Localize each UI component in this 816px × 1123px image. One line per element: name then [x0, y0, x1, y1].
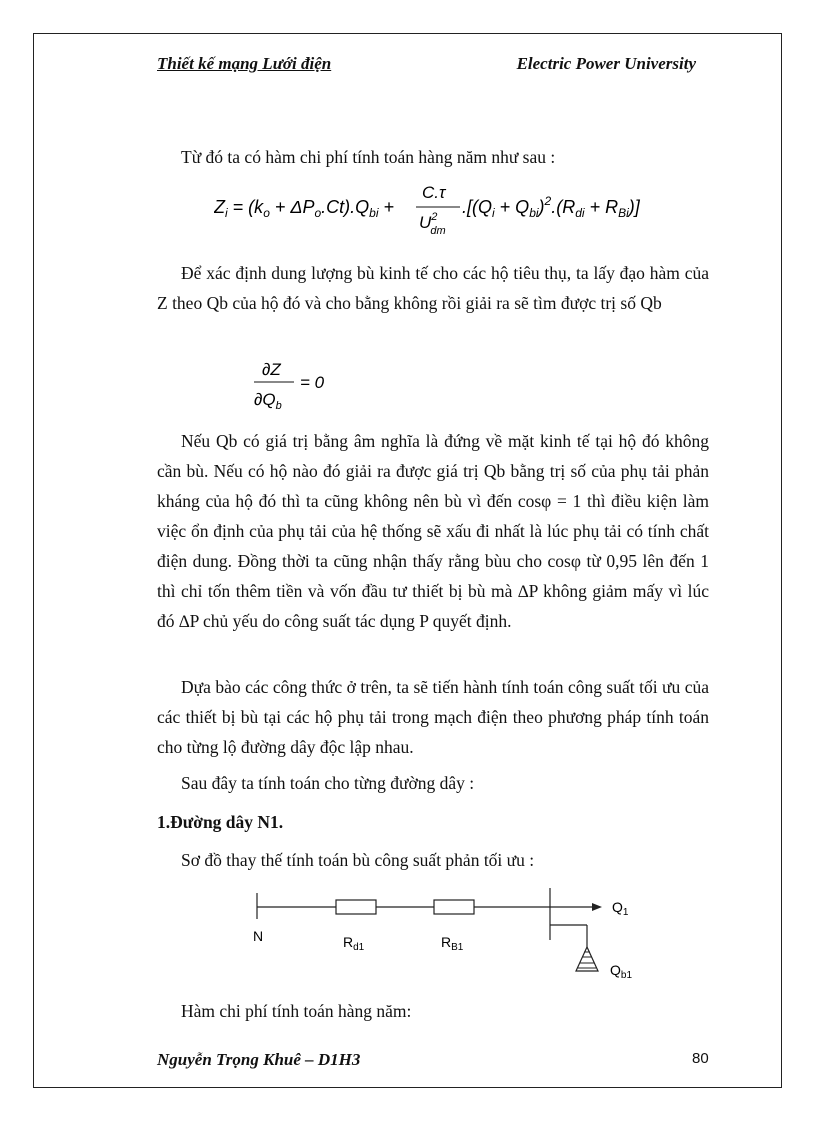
paragraph-discussion: Nếu Qb có giá trị bằng âm nghĩa là đứng về mặt kinh tế tại hộ đó không cần bù. Nếu có hộ nào đó giải ra được giá trị Qb bằng trị số của phụ tải phản kháng của hộ đó thì ta cũng không nên bù vì đến cosφ = 1 thì điều kiện làm việc ổn định của phụ tải của hệ thống sẽ xấu đi nhất là lúc phụ tải có tính chất điện dung. Đồng thời ta cũng nhận thấy rằng bùu cho cosφ từ 0,95 lên đến 1 thì chỉ tốn thêm tiền và vốn đầu tư thiết bị bù mà ∆P không giảm mấy vì lúc đó ∆P chủ yếu do công suất tác dụng P quyết định. [157, 431, 709, 631]
derivative-equation [252, 355, 342, 415]
svg-text:.[(Qi + Qbi)2.(Rdi + RBi)]: $.[(Q_i + Q_{bi})^2.(R_{di} + R_{Bi})]$ [462, 194, 640, 220]
paragraph-annual-cost: Hàm chi phí tính toán hàng năm: [181, 1001, 412, 1021]
footer-author: Nguyễn Trọng Khuê – D1H3 [157, 1050, 361, 1069]
svg-text:∂Z: ∂Z [262, 360, 281, 379]
paragraph-method: Dựa bào các công thức ở trên, ta sẽ tiến hành tính toán công suất tối ưu của các thiết bị bù tại các hộ phụ tải trong mạch điện theo phương pháp tính toán cho từng lộ đường dây độc lập nhau. [157, 677, 709, 757]
cost-function-equation [214, 180, 684, 240]
q1-label: $Q_1$ [612, 899, 629, 918]
svg-text:∂Qb: $\partial Q_b$ [254, 390, 282, 412]
section-heading: 1.Đường dây N1. [157, 812, 284, 832]
resistor-rb1 [434, 900, 474, 914]
node-label: N [253, 928, 264, 944]
paragraph-derivative: Để xác định dung lượng bù kinh tế cho các hộ tiêu thụ, ta lấy đạo hàm của Z theo Qb của hộ đó và cho bằng không rồi giải ra sẽ tìm được trị số Qb [157, 263, 709, 313]
qb1-label: $Q_{b1}$ [610, 962, 633, 981]
compensator-symbol [576, 947, 598, 971]
svg-text:U2dm: $U^2$ dm [419, 211, 446, 237]
arrow-q1 [592, 903, 602, 911]
rd1-label: $R_{d1}$ [343, 934, 365, 953]
paragraph-lines: Sau đây ta tính toán cho từng đường dây : [181, 773, 475, 793]
page-number: 80 [692, 1050, 709, 1067]
header-title: Thiết kế mạng Lưới điện [157, 54, 332, 73]
rb1-label: $R_{B1}$ [441, 934, 464, 953]
svg-text:= 0: = 0 [300, 373, 325, 392]
paragraph-diagram-caption: Sơ đồ thay thế tính toán bù công suất phản tối ưu : [181, 850, 535, 870]
svg-text:C.τ: C.τ [422, 183, 446, 202]
circuit-diagram [250, 885, 650, 985]
paragraph-intro: Từ đó ta có hàm chi phí tính toán hàng năm như sau : [181, 147, 556, 167]
svg-text:Zi = (ko + ΔPo.Ct).Qbi +: $Z_i = (k_o + \Delta P_o.Ct).Q_{bi}$ + [214, 197, 395, 220]
resistor-rd1 [336, 900, 376, 914]
header-university: Electric Power University [516, 54, 696, 73]
